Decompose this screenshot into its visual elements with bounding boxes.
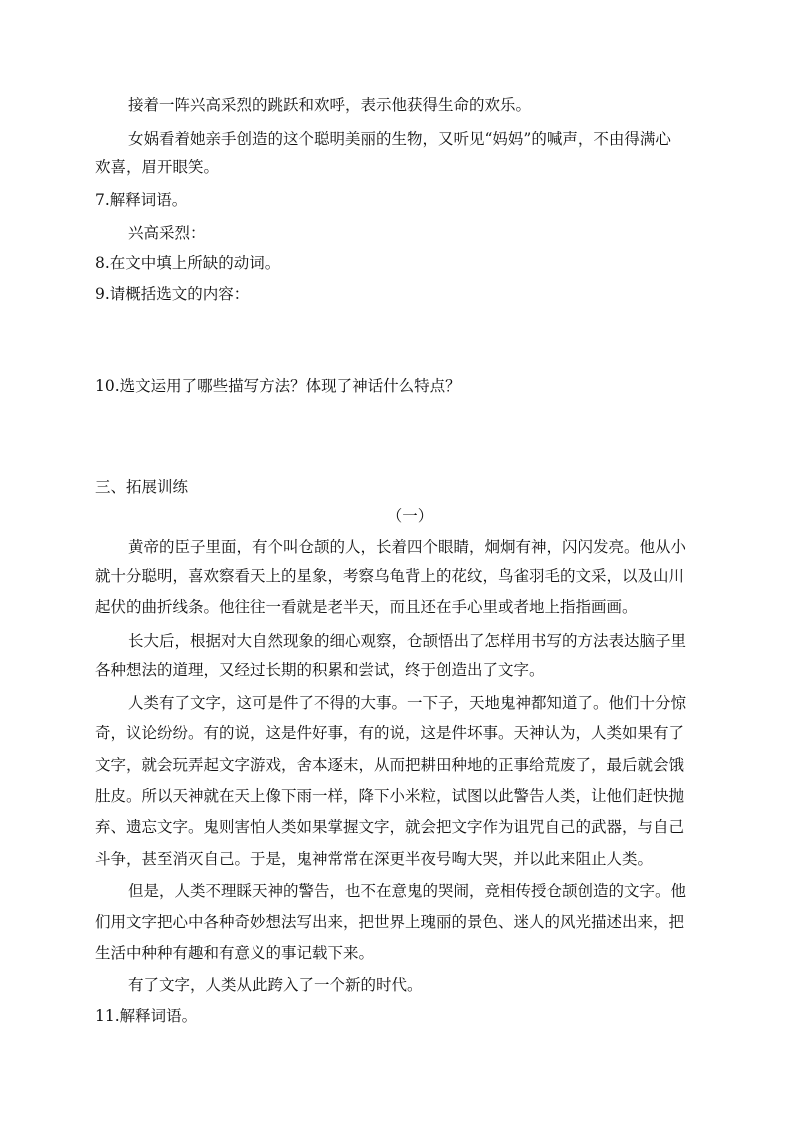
passage-paragraph: 黄帝的臣子里面，有个叫仓颉的人，长着四个眼睛，炯炯有神，闪闪发亮。他从小	[128, 538, 687, 556]
passage-paragraph-continuation: 文字，就会玩弄起文字游戏，舍本逐末，从而把耕田种地的正事给荒废了，最后就会饿	[95, 756, 685, 774]
section-subheading: （一）	[386, 507, 434, 525]
passage-paragraph: 女娲看着她亲手创造的这个聪明美丽的生物，又听见“妈妈”的喊声，不由得满心	[128, 130, 671, 148]
passage-paragraph-continuation: 生活中种种有趣和有意义的事记载下来。	[95, 944, 375, 962]
question-8: 8.在文中填上所缺的动词。	[95, 254, 281, 272]
passage-paragraph: 有了文字，人类从此跨入了一个新的时代。	[128, 976, 423, 994]
passage-paragraph: 长大后，根据对大自然现象的细心观察，仓颉悟出了怎样用书写的方法表达脑子里	[128, 632, 687, 650]
passage-paragraph: 人类有了文字，这可是件了不得的大事。一下子，天地鬼神都知道了。他们十分惊	[128, 694, 687, 712]
passage-paragraph-continuation: 欢喜，眉开眼笑。	[95, 158, 220, 176]
question-10: 10.选文运用了哪些描写方法？体现了神话什么特点？	[95, 377, 461, 395]
passage-paragraph-continuation: 们用文字把心中各种奇妙想法写出来，把世界上瑰丽的景色、迷人的风光描述出来，把	[95, 913, 685, 931]
question-11: 11.解释词语。	[95, 1007, 198, 1025]
passage-paragraph-continuation: 肚皮。所以天神就在天上像下雨一样，降下小米粒，试图以此警告人类，让他们赶快抛	[95, 787, 685, 805]
question-7-term: 兴高采烈：	[128, 224, 206, 242]
passage-paragraph: 但是，人类不理睬天神的警告，也不在意鬼的哭闹，竞相传授仓颉创造的文字。他	[128, 882, 687, 900]
passage-paragraph-continuation: 弃、遗忘文字。鬼则害怕人类如果掌握文字，就会把文字作为诅咒自己的武器，与自己	[95, 818, 685, 836]
passage-paragraph-continuation: 起伏的曲折线条。他往往一看就是老半天，而且还在手心里或者地上指指画画。	[95, 598, 638, 616]
passage-paragraph-continuation: 奇，议论纷纷。有的说，这是件好事，有的说，这是件坏事。天神认为，人类如果有了	[95, 724, 685, 742]
passage-paragraph-continuation: 各种想法的道理，又经过长期的积累和尝试，终于创造出了文字。	[95, 661, 545, 679]
question-7: 7.解释词语。	[95, 191, 188, 209]
question-9: 9.请概括选文的内容：	[95, 285, 250, 303]
section-heading: 三、拓展训练	[95, 478, 189, 496]
passage-paragraph-continuation: 就十分聪明，喜欢察看天上的星象，考察乌龟背上的花纹，鸟雀羽毛的文采，以及山川	[95, 567, 685, 585]
passage-paragraph-continuation: 斗争，甚至消灭自己。于是，鬼神常常在深更半夜号啕大哭，并以此来阻止人类。	[95, 850, 654, 868]
passage-paragraph: 接着一阵兴高采烈的跳跃和欢呼，表示他获得生命的欢乐。	[128, 96, 532, 114]
